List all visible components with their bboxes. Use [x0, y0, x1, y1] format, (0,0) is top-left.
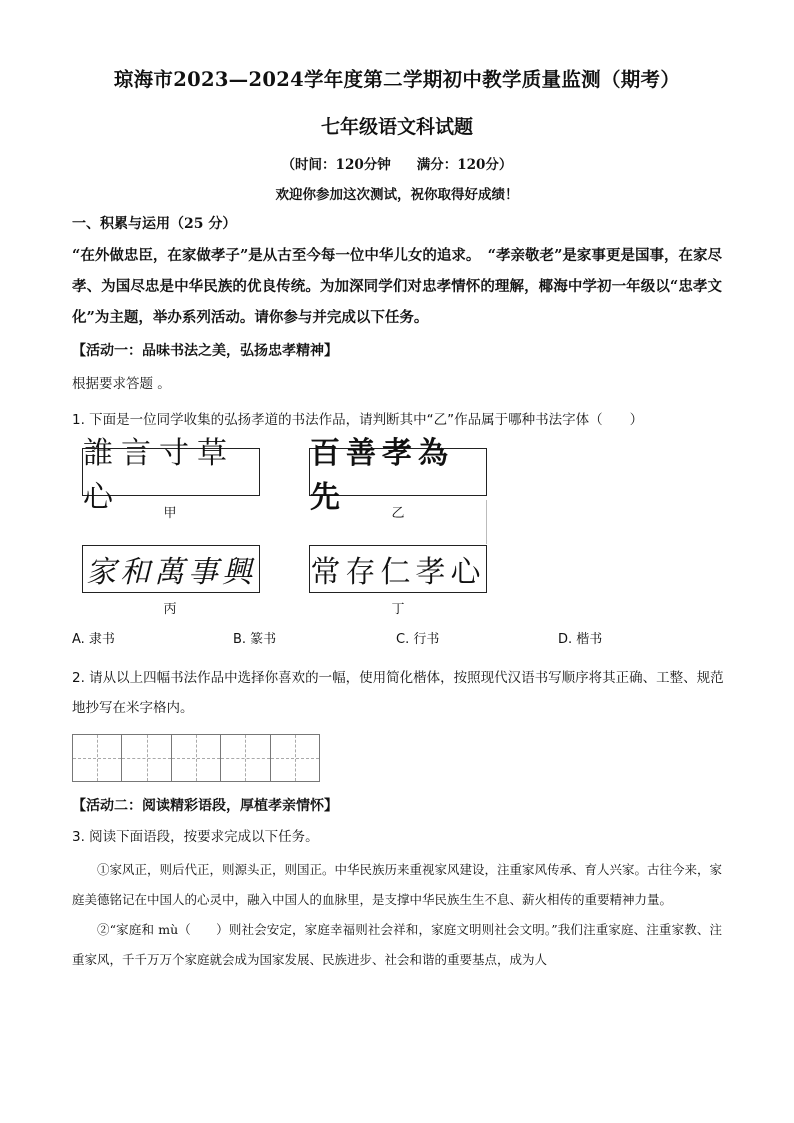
reading-paragraph-1: ①家风正，则后代正，则源头正，则国正。中华民族历来重视家风建设，注重家风传承、育人兴家。古往今来，家庭美德铭记在中国人的心灵中，融入中国人的血脉里，是支撑中华民族生生不息、薪火相传的重要精神力量。 — [72, 862, 723, 907]
activity1-instruction: 根据要求答题 。 — [72, 376, 171, 392]
exam-time-score — [0, 153, 794, 173]
question-2: 2. 请从以上四幅书法作品中选择你喜欢的一幅，使用简化楷体，按照现代汉语书写顺序将其正确、工整、规范地抄写在米字格内。 — [72, 670, 724, 716]
question-3: 3. 阅读下面语段，按要求完成以下任务。 — [72, 829, 319, 845]
option-c[interactable]: C. 行书 — [396, 632, 440, 647]
activity1-heading: 【活动一：品味书法之美，弘扬忠孝精神】 — [72, 343, 338, 359]
exam-subtitle: 七年级语文科试题 — [320, 116, 473, 138]
option-b[interactable]: B. 篆书 — [233, 632, 277, 647]
divider-line — [486, 500, 487, 544]
writing-grid[interactable] — [72, 734, 320, 782]
calligraphy-label-jia: 甲 — [163, 506, 177, 521]
grid-cell[interactable] — [172, 735, 221, 781]
grid-cell[interactable] — [271, 735, 319, 781]
calligraphy-work-ding: 常存仁孝心 — [309, 545, 487, 593]
option-a[interactable]: A. 隶书 — [72, 632, 115, 647]
grid-cell[interactable] — [73, 735, 122, 781]
activity2-heading: 【活动二：阅读精彩语段，厚植孝亲情怀】 — [72, 798, 338, 814]
calligraphy-label-ding: 丁 — [391, 602, 405, 617]
calligraphy-label-bing: 丙 — [163, 602, 177, 617]
reading-passage — [72, 855, 722, 975]
section-intro — [72, 240, 722, 333]
exam-score: 满分：120分） — [416, 157, 513, 173]
calligraphy-work-jia: 誰言寸草心 — [82, 448, 260, 496]
grid-cell[interactable] — [122, 735, 171, 781]
grid-cell[interactable] — [221, 735, 270, 781]
intro-text: “在外做忠臣，在家做孝子”是从古至今每一位中华儿女的追求。 “孝亲敬老”是家事更是国事，在家尽孝、为国尽忠是中华民族的优良传统。为加深同学们对忠孝情怀的理解，椰海中学初一年级以“忠孝文化”为主题，举办系列活动。请你参与并完成以下任务。 — [72, 247, 722, 326]
question-1: 1. 下面是一位同学收集的弘扬孝道的书法作品，请判断其中“乙”作品属于哪种书法字体（ ） — [72, 412, 644, 428]
reading-paragraph-2: ②“家庭和 mù（ ）则社会安定，家庭幸福则社会祥和，家庭文明则社会文明。”我们注重家庭、注重家教、注重家风，千千万万个家庭就会成为国家发展、民族进步、社会和谐的重要基点，成为人 — [72, 922, 722, 967]
section-heading: 一、积累与运用（25 分） — [72, 216, 237, 232]
calligraphy-work-bing: 家和萬事興 — [82, 545, 260, 593]
exam-time: （时间：120分钟 — [281, 157, 391, 173]
option-d[interactable]: D. 楷书 — [558, 632, 603, 647]
calligraphy-label-yi: 乙 — [391, 506, 405, 521]
welcome-text: 欢迎你参加这次测试，祝你取得好成绩！ — [275, 187, 519, 203]
calligraphy-work-yi: 百善孝為先 — [309, 448, 487, 496]
exam-title: 琼海市2023—2024学年度第二学期初中教学质量监测（期考） — [113, 68, 681, 91]
